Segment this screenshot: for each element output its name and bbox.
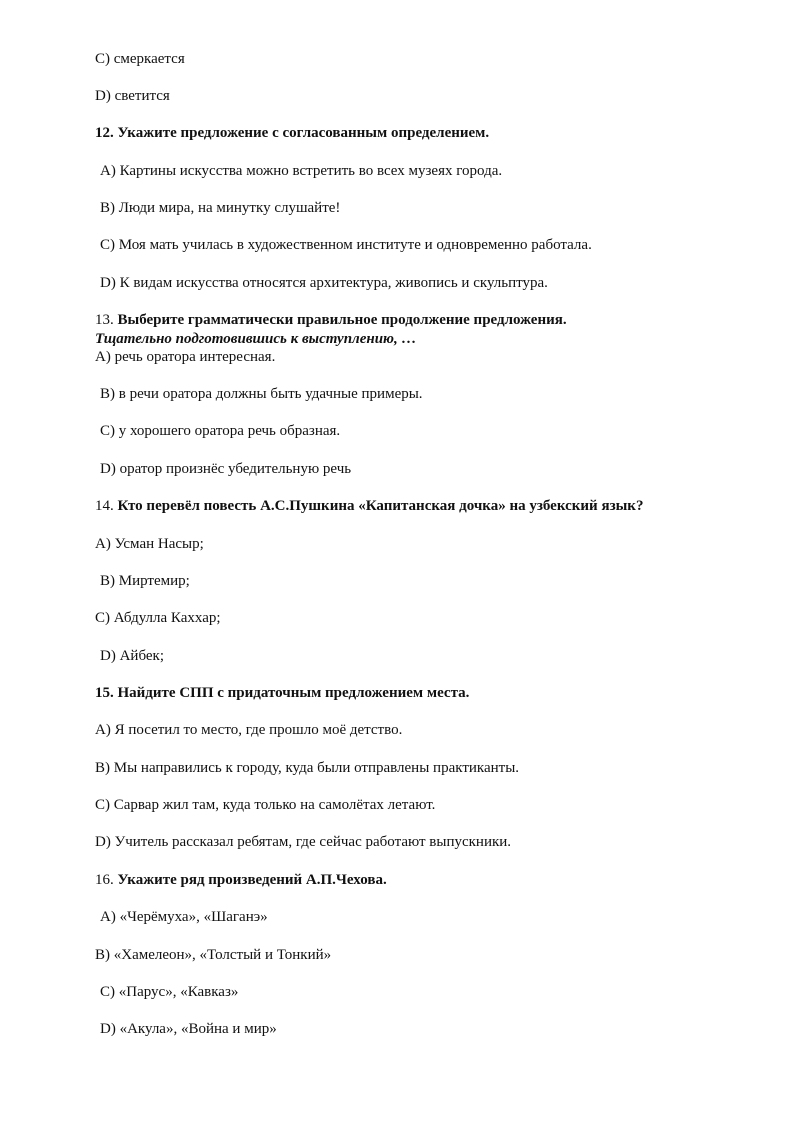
q12-number: 12.: [95, 125, 114, 141]
q14-option-a: A) Усман Насыр;: [95, 536, 204, 552]
q16-number: 16.: [95, 872, 114, 888]
q15-option-a: A) Я посетил то место, где прошло моё детство.: [95, 722, 403, 738]
q13-prompt: Тщательно подготовившись к выступлению, …: [95, 331, 417, 347]
q16-option-a: A) «Черёмуха», «Шаганэ»: [100, 909, 268, 925]
q14-option-c: C) Абдулла Каххар;: [95, 610, 221, 626]
q14-heading: [95, 497, 643, 515]
q15-heading: [95, 684, 469, 702]
q12-option-b: B) Люди мира, на минутку слушайте!: [100, 200, 341, 216]
q15-option-b: B) Мы направились к городу, куда были отправлены практиканты.: [95, 760, 520, 776]
q11-option-d: D) светится: [95, 88, 170, 104]
q15-option-d: D) Учитель рассказал ребятам, где сейчас работают выпускники.: [95, 834, 512, 850]
q14-question: Кто перевёл повесть А.С.Пушкина «Капитанская дочка» на узбекский язык?: [117, 498, 644, 514]
q13-heading: [95, 311, 567, 329]
q13-option-b: B) в речи оратора должны быть удачные примеры.: [100, 386, 423, 402]
q13-number: 13.: [95, 312, 114, 328]
q15-question: Найдите СПП с придаточным предложением места.: [117, 685, 470, 701]
q12-question: Укажите предложение с согласованным определением.: [117, 125, 490, 141]
q16-question: Укажите ряд произведений А.П.Чехова.: [117, 872, 387, 888]
q12-option-c: C) Моя мать училась в художественном институте и одновременно работала.: [100, 237, 592, 253]
q13-option-d: D) оратор произнёс убедительную речь: [100, 461, 352, 477]
q16-option-c: C) «Парус», «Кавказ»: [100, 984, 239, 1000]
q12-option-d: D) К видам искусства относятся архитектура, живопись и скульптура.: [100, 275, 548, 291]
q16-heading: [95, 871, 387, 889]
q15-number: 15.: [95, 685, 114, 701]
q13-option-a: A) речь оратора интересная.: [95, 349, 276, 365]
q13-question: Выберите грамматически правильное продолжение предложения.: [117, 312, 567, 328]
q12-option-a: A) Картины искусства можно встретить во всех музеях города.: [100, 163, 503, 179]
q12-heading: [95, 124, 489, 142]
q13-option-c: C) у хорошего оратора речь образная.: [100, 423, 341, 439]
q14-number: 14.: [95, 498, 114, 514]
q14-option-b: B) Миртемир;: [100, 573, 190, 589]
q16-option-b: B) «Хамелеон», «Толстый и Тонкий»: [95, 947, 332, 963]
q16-option-d: D) «Акула», «Война и мир»: [100, 1021, 277, 1037]
q11-option-c: C) смеркается: [95, 51, 185, 67]
q15-option-c: C) Сарвар жил там, куда только на самолётах летают.: [95, 797, 436, 813]
q14-option-d: D) Айбек;: [100, 648, 164, 664]
